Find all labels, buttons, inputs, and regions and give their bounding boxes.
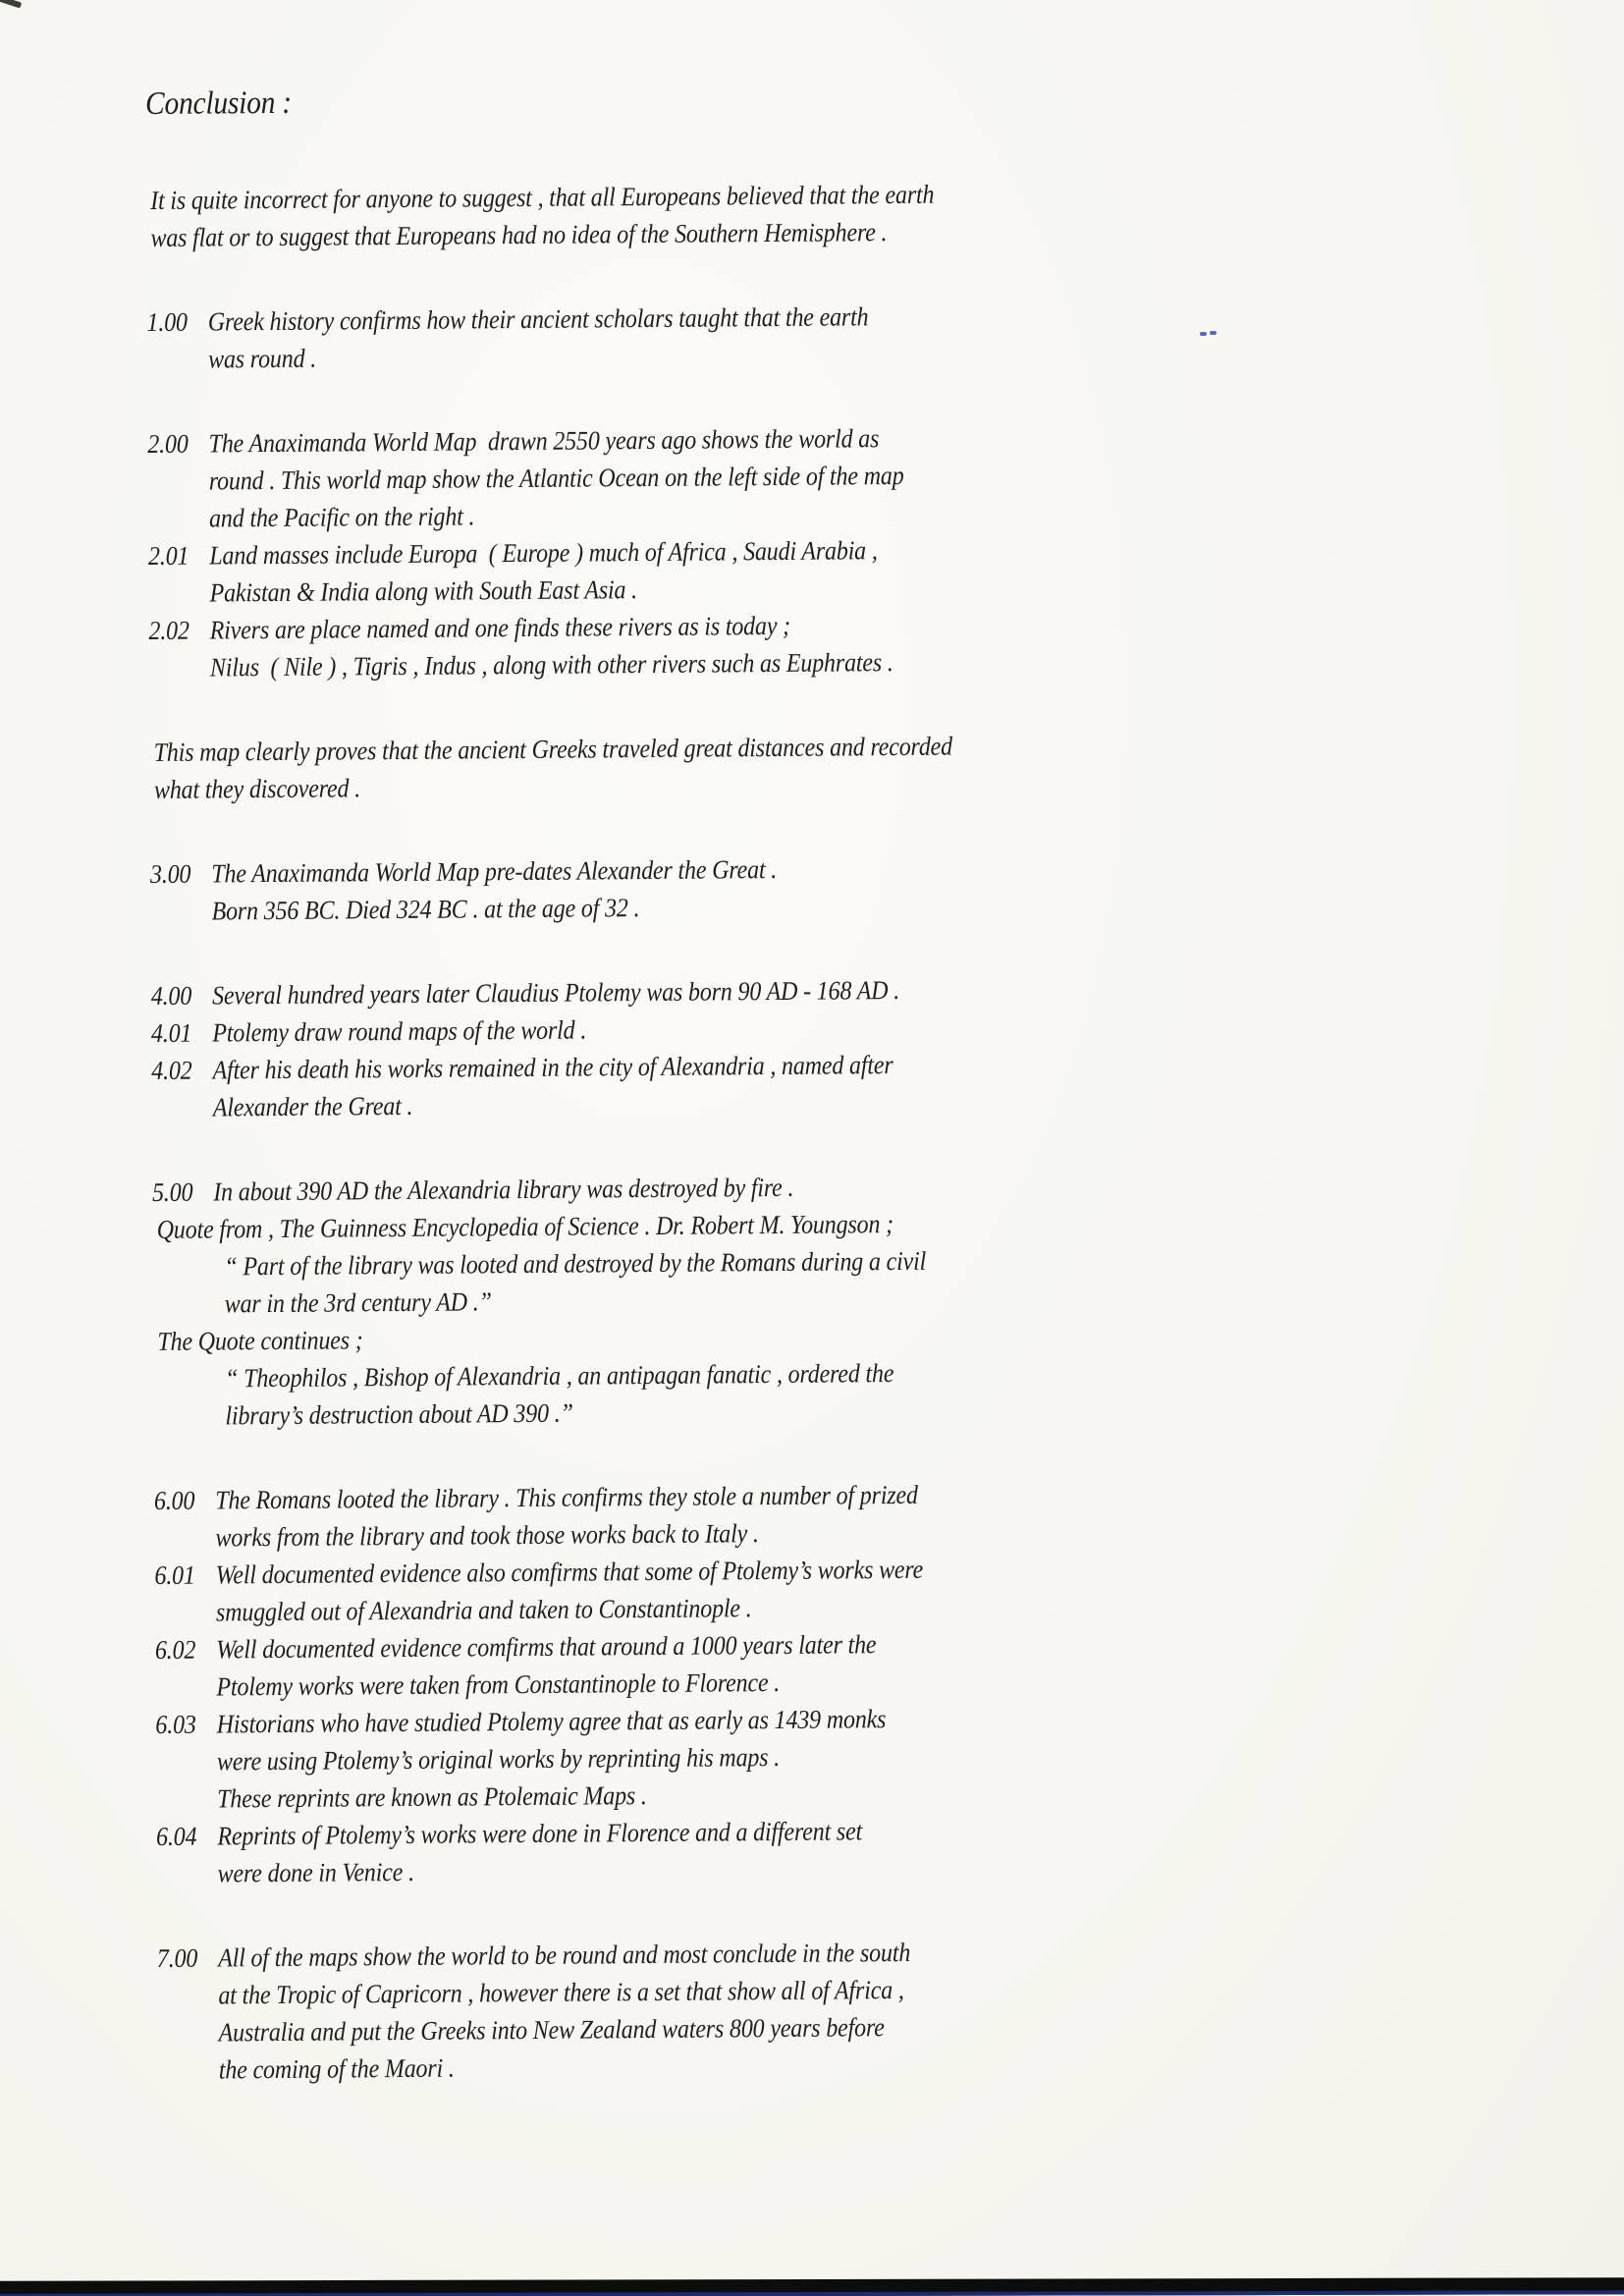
text-line: smuggled out of Alexandria and taken to Constantinople . [215,1593,752,1627]
text-line: works from the library and took those works back to Italy . [215,1518,759,1553]
text-line: Born 356 BC. Died 324 BC . at the age of 32 . [211,893,640,926]
item-number [148,501,210,538]
item-number: 4.00 [150,980,192,1011]
item-number [147,342,209,379]
text-line: This map clearly proves that the ancient Greeks traveled great distances and recorded [153,731,953,767]
text-line: Well documented evidence comfirms that around a 1000 years later the [216,1629,877,1665]
item-number [151,1089,213,1126]
item-number: 4.02 [151,1055,192,1085]
text-line: The Anaximanda World Map pre-dates Alexander the Great . [211,853,778,889]
item-number: 3.00 [149,858,191,889]
item-number [149,649,211,686]
text-line: were done in Venice . [217,1856,414,1888]
item-number [147,464,209,501]
doc-item-line [151,1082,1112,1127]
doc-group [147,418,1110,687]
blue-pen-mark [1200,332,1207,336]
text-line: Several hundred years later Claudius Ptolemy was born 90 AD - 168 AD . [211,974,900,1011]
item-number [148,574,210,612]
item-number [150,893,212,930]
text-line: Rivers are place named and one finds these rivers as is today ; [209,610,791,645]
item-number [156,1780,218,1818]
text-line: was round . [207,343,317,374]
text-line: at the Tropic of Capricorn , however there is a set that show all of Africa , [218,1974,904,2010]
doc-item-line [147,334,1109,379]
item-number: 1.00 [146,306,188,337]
text-line: were using Ptolemy’s original works by reprinting his maps . [216,1741,781,1777]
text-line: library’s destruction about AD 390 .” [225,1397,573,1431]
item-number [157,1977,219,2014]
text-line: what they discovered . [153,773,361,804]
doc-group [154,1475,1118,1893]
doc-group [157,1933,1119,2090]
item-number: 2.02 [148,615,189,645]
doc-group [150,848,1111,931]
item-number [156,1743,218,1780]
item-number [157,2051,219,2089]
text-line: The Romans looted the library . This confirms they stole a number of prized [215,1479,918,1515]
text-line: After his death his works remained in the city of Alexandria , named after [212,1050,893,1085]
text-line: The Quote continues ; [157,1325,363,1356]
item-number: 6.01 [154,1559,195,1590]
text-line: All of the maps show the world to be round and most conclude in the south [218,1937,911,1973]
text-line: “ Part of the library was looted and destroyed by the Romans during a civil [224,1245,927,1282]
doc-group [146,297,1108,379]
text-line: Well documented evidence also comfirms that some of Ptolemy’s works were [215,1554,924,1590]
text-line: “ Theophilos , Bishop of Alexandria , an antipagan fanatic , ordered the [225,1358,894,1394]
item-number [157,2014,219,2051]
item-number: 2.01 [147,540,189,571]
item-number: 6.02 [154,1634,196,1665]
doc-item-line [149,642,1110,687]
document-content [145,77,1119,2090]
item-number [155,1594,217,1631]
doc-group [149,727,1110,809]
item-number [155,1668,217,1706]
text-line: and the Pacific on the right . [208,501,475,533]
doc-group [151,970,1113,1127]
document-body [146,175,1119,2090]
text-line: These reprints are known as Ptolemaic Maps . [217,1780,647,1814]
scanner-edge-bar [0,2277,1624,2296]
doc-group [146,175,1108,257]
text-line: The Anaximanda World Map drawn 2550 years ago shows the world as [208,423,880,459]
doc-item-line [157,2045,1118,2090]
text-line: Australia and put the Greeks into New Zealand waters 800 years before [218,2012,885,2048]
item-number: 7.00 [156,1942,198,1973]
item-number: 6.00 [153,1485,195,1515]
doc-item-line [150,886,1111,931]
text-line: round . This world map show the Atlantic Ocean on the left side of the map [208,460,904,496]
item-number: 5.00 [151,1176,193,1207]
text-line: Ptolemy works were taken from Constantinople to Florence . [216,1667,781,1702]
item-number: 4.01 [150,1017,192,1048]
doc-item-line [156,1848,1117,1893]
text-line: war in the 3rd century AD .” [224,1286,492,1319]
text-line: Reprints of Ptolemy’s works were done in Florence and a different set [217,1816,863,1851]
text-line: Ptolemy draw round maps of the world . [212,1014,587,1048]
text-line: was flat or to suggest that Europeans had no idea of the Southern Hemisphere . [150,217,888,252]
page-title: Conclusion : [145,84,293,122]
text-line: It is quite incorrect for anyone to suggest , that all Europeans believed that the earth [150,179,935,215]
item-number [154,1519,216,1557]
text-line: Greek history confirms how their ancient scholars taught that the earth [207,301,869,337]
item-number: 2.00 [147,428,189,459]
item-number [156,1855,218,1892]
text-line: Nilus ( Nile ) , Tigris , Indus , along with other rivers such as Euphrates . [209,647,893,683]
text-line: Pakistan & India along with South East Asia . [209,574,638,608]
scan-corner-speck [0,0,22,8]
doc-group [152,1167,1115,1436]
text-line: In about 390 AD the Alexandria library was destroyed by fire . [213,1172,794,1207]
text-line: Historians who have studied Ptolemy agree that as early as 1439 monks [216,1704,887,1739]
item-number: 6.04 [155,1821,197,1851]
item-number: 6.03 [155,1709,196,1739]
text-line: Alexander the Great . [212,1090,413,1122]
text-line: the coming of the Maori . [218,2052,455,2085]
text-line: Quote from , The Guinness Encyclopedia of Science . Dr. Robert M. Youngson ; [156,1209,893,1244]
text-line: Land masses include Europa ( Europe ) much of Africa , Saudi Arabia , [209,535,878,571]
